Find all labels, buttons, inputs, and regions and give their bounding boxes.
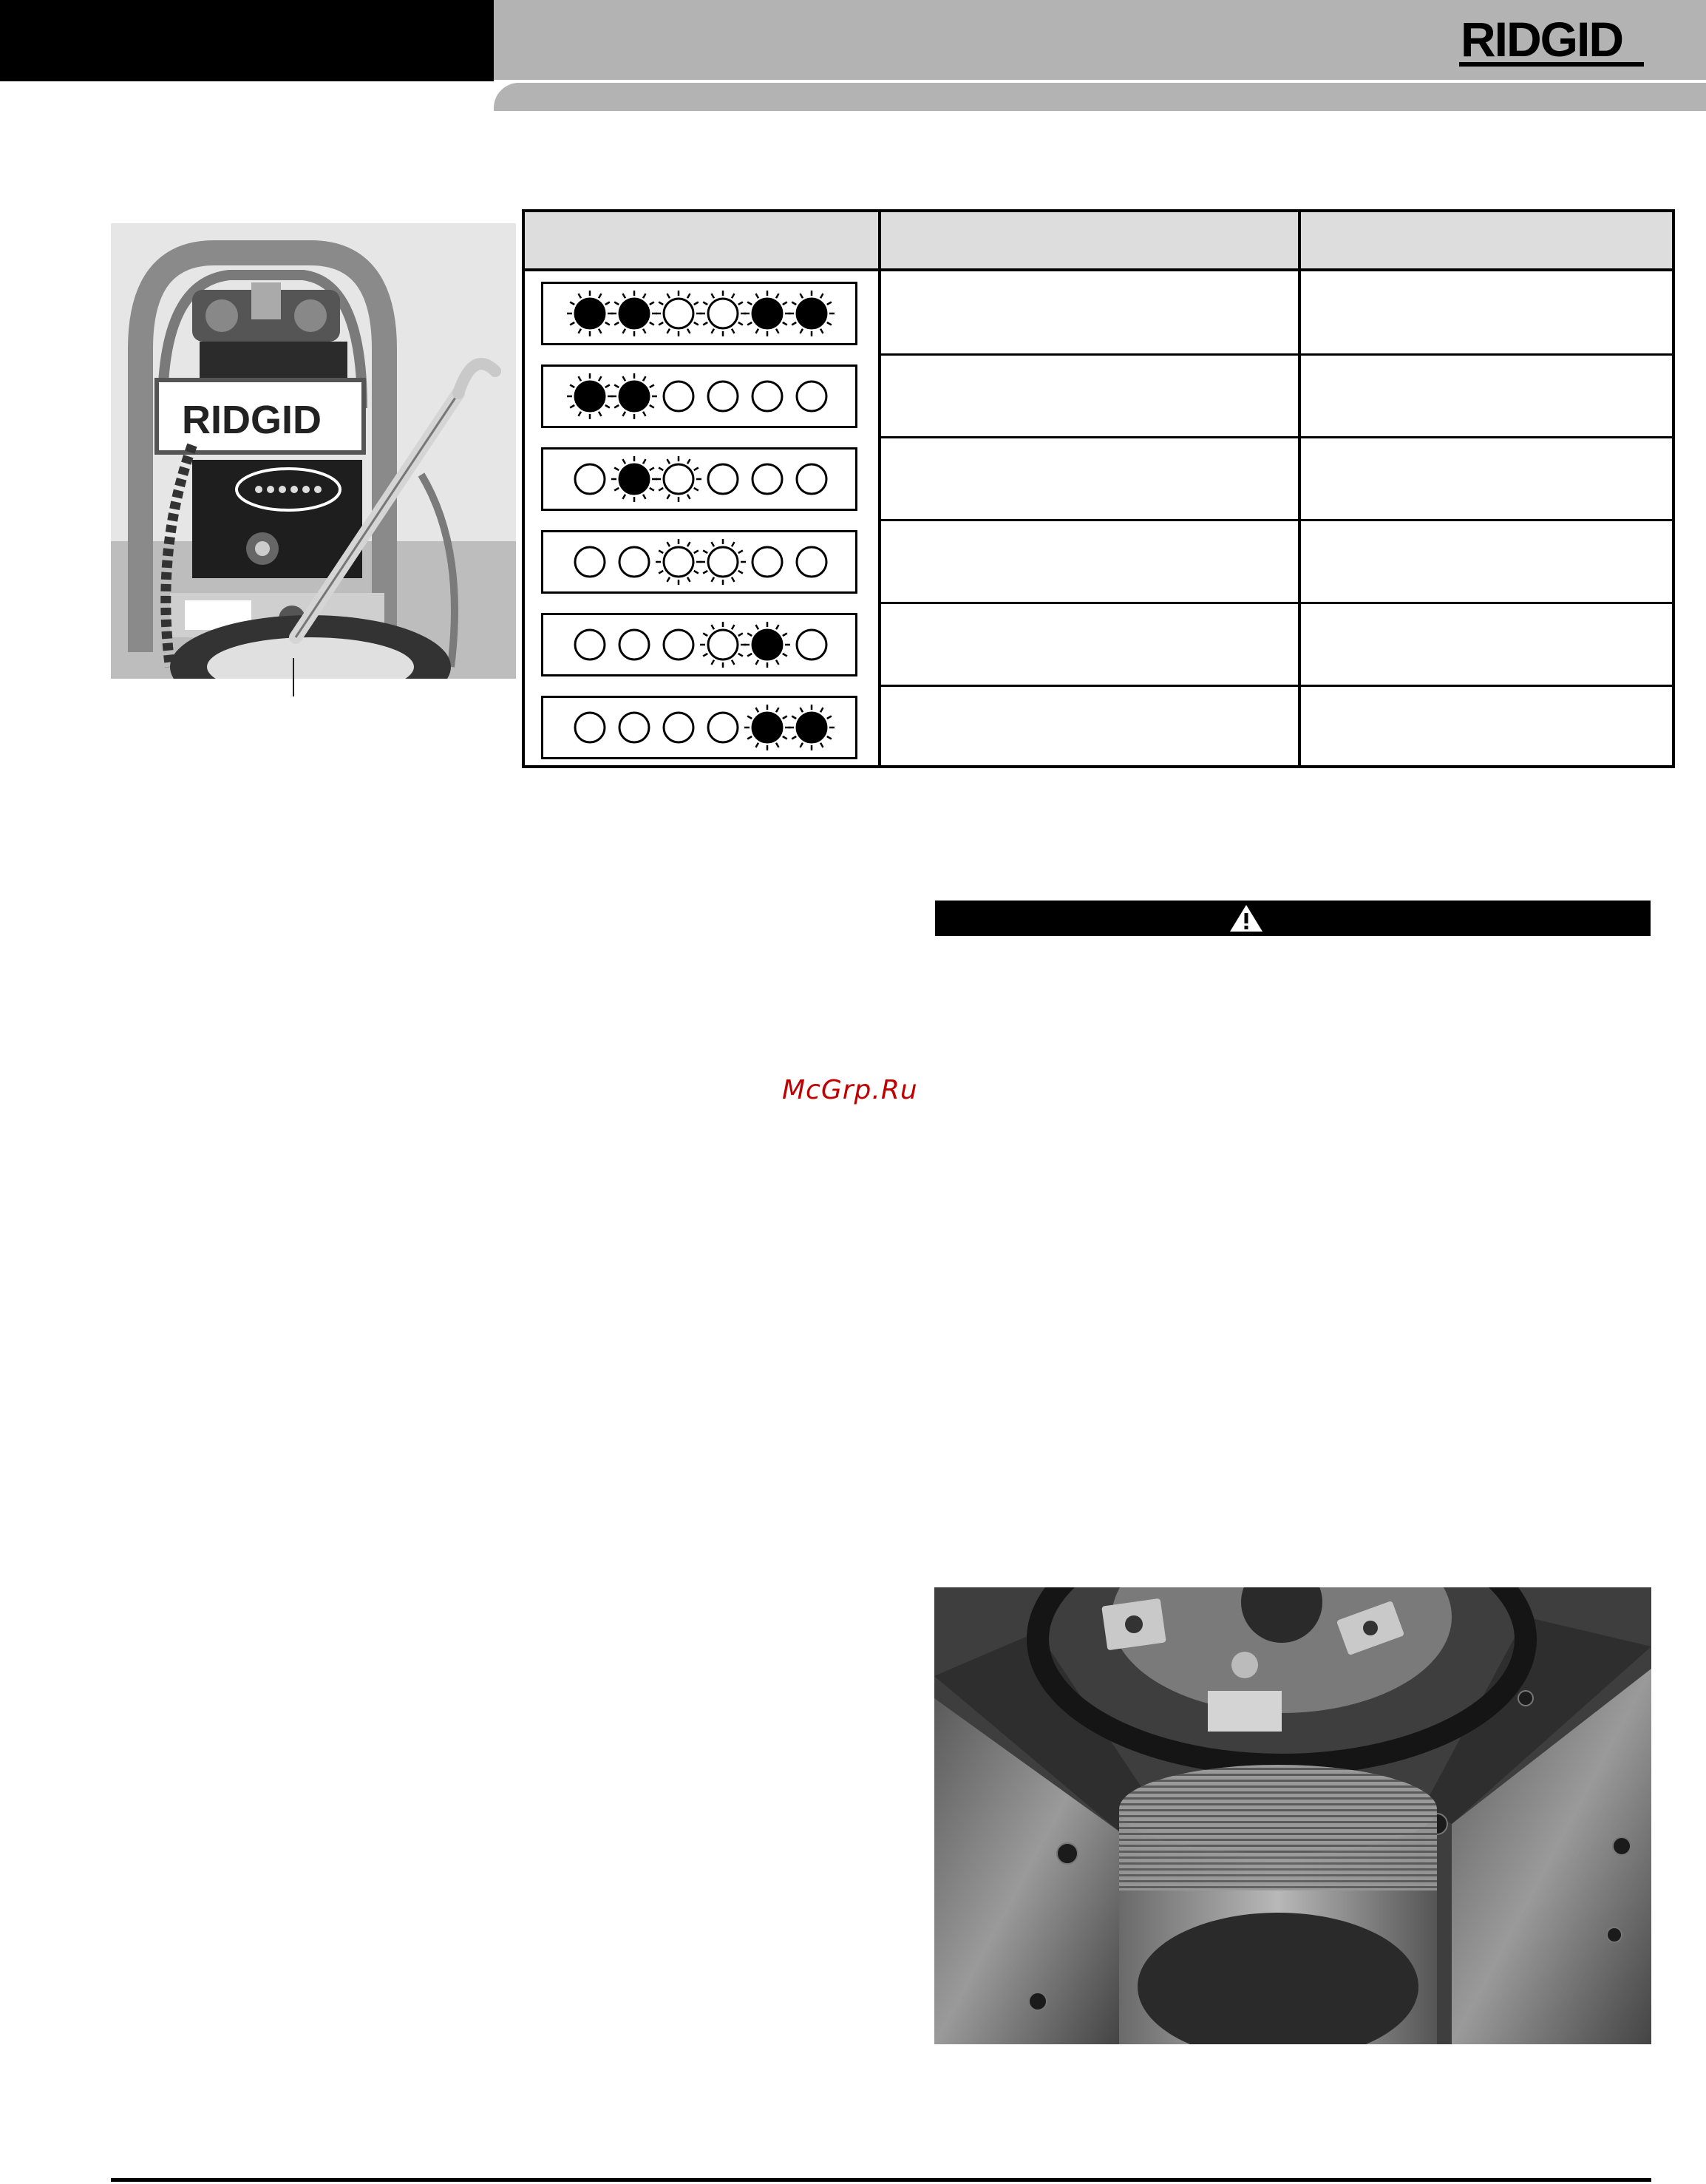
table-header-row [525, 212, 1672, 271]
row-divider [881, 353, 1672, 356]
led-flash-icon [744, 705, 790, 750]
led-indicator-panel [541, 447, 857, 511]
led-off-icon [619, 547, 649, 577]
led-off-icon [575, 547, 605, 577]
led-indicator-panel [541, 696, 857, 759]
led-off-icon [752, 464, 782, 494]
led-flash-icon [744, 622, 790, 668]
brand-logo-text: RIDGID [1461, 12, 1622, 67]
row-divider [881, 685, 1672, 687]
watermark-text: McGrp.Ru [782, 1075, 918, 1105]
led-off-icon [664, 381, 693, 411]
led-flash-icon [567, 291, 613, 336]
led-off-icon [575, 713, 605, 742]
warning-triangle-icon [1228, 903, 1264, 933]
led-flash-icon [611, 373, 657, 419]
warning-header-bar [935, 901, 1651, 936]
led-flash-icon [567, 373, 613, 419]
led-indicator-panel [541, 282, 857, 345]
led-off-icon [664, 630, 693, 659]
led-hatch-icon [700, 291, 746, 336]
led-off-icon [575, 464, 605, 494]
column-divider [1298, 212, 1301, 765]
machine-sign-text: RIDGID [182, 398, 322, 442]
led-indicator-panel [541, 364, 857, 428]
led-flash-icon [789, 705, 835, 750]
machine-photo [111, 223, 516, 679]
led-status-table [522, 209, 1675, 768]
led-flash-icon [744, 291, 790, 336]
led-hatch-icon [656, 291, 701, 336]
led-hatch-icon [700, 539, 746, 585]
led-off-icon [708, 381, 738, 411]
led-flash-icon [611, 456, 657, 502]
led-off-icon [797, 630, 826, 659]
led-off-icon [797, 381, 826, 411]
led-off-icon [752, 547, 782, 577]
callout-leader-line [293, 658, 294, 696]
column-divider [878, 212, 881, 765]
led-hatch-icon [656, 539, 701, 585]
led-off-icon [575, 630, 605, 659]
led-off-icon [797, 547, 826, 577]
row-divider [881, 602, 1672, 604]
led-indicator-panel [541, 530, 857, 594]
header-black-tab [0, 0, 494, 81]
led-hatch-icon [700, 622, 746, 668]
led-hatch-icon [656, 456, 701, 502]
led-off-icon [708, 464, 738, 494]
led-off-icon [619, 630, 649, 659]
row-divider [881, 436, 1672, 438]
led-off-icon [797, 464, 826, 494]
row-divider [881, 519, 1672, 521]
ridgid-logo [1456, 12, 1650, 69]
led-flash-icon [611, 291, 657, 336]
led-off-icon [619, 713, 649, 742]
led-off-icon [752, 381, 782, 411]
threading-photo [934, 1587, 1651, 2044]
led-flash-icon [789, 291, 835, 336]
led-off-icon [708, 713, 738, 742]
led-indicator-panel [541, 613, 857, 676]
led-off-icon [664, 713, 693, 742]
footer-rule [111, 2178, 1651, 2182]
header-grey-strip [494, 83, 1706, 111]
